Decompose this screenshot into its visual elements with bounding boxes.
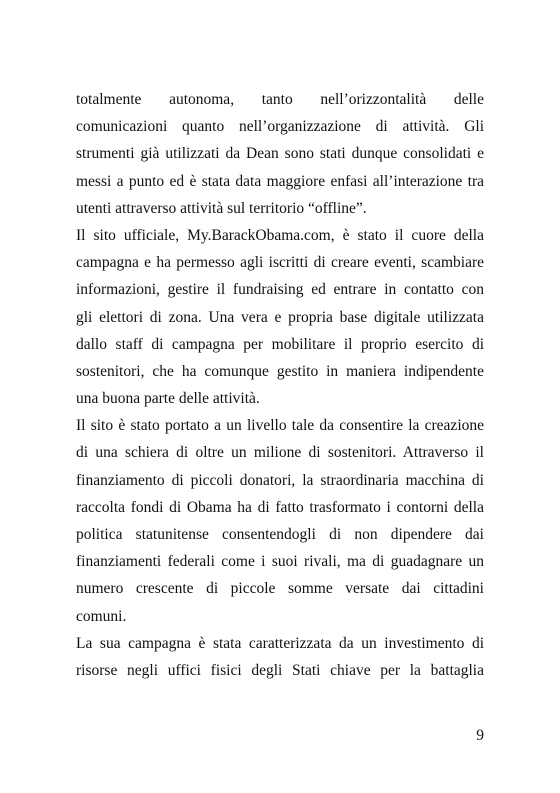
text-line: dallo staff di campagna per mobilitare il proprio esercito di [76, 335, 484, 353]
text-line: utenti attraverso attività sul territorio “offline”. [76, 199, 367, 217]
paragraph [76, 86, 484, 222]
paragraph [76, 630, 484, 684]
paragraph [76, 222, 484, 412]
text-body [76, 86, 484, 684]
text-line: comuni. [76, 607, 127, 625]
text-line: risorse negli uffici fisici degli Stati chiave per la battaglia [76, 661, 484, 679]
text-line: politica statunitense consentendogli di non dipendere dai [76, 526, 484, 543]
text-line: informazioni, gestire il fundraising ed entrare in contatto con [76, 281, 484, 299]
text-line: Il sito è stato portato a un livello tale da consentire la creazione [76, 417, 484, 435]
text-line: finanziamento di piccoli donatori, la straordinaria macchina di [76, 471, 484, 489]
text-line: sostenitori, che ha comunque gestito in maniera indipendente [76, 362, 484, 380]
text-line: campagna e ha permesso agli iscritti di creare eventi, scambiare [76, 254, 484, 272]
text-line: totalmente autonoma, tanto nell’orizzontalità delle [76, 91, 484, 108]
text-line: gli elettori di zona. Una vera e propria base digitale utilizzata [76, 308, 484, 326]
text-line: raccolta fondi di Obama ha di fatto trasformato i contorni della [76, 498, 484, 516]
text-line: strumenti già utilizzati da Dean sono stati dunque consolidati e [76, 145, 484, 163]
text-line: numero crescente di piccole somme versate dai cittadini [76, 580, 484, 598]
text-line: comunicazioni quanto nell’organizzazione di attività. Gli [76, 118, 484, 136]
text-line: di una schiera di oltre un milione di sostenitori. Attraverso il [76, 444, 484, 462]
text-line: Il sito ufficiale, My.BarackObama.com, è stato il cuore della [76, 226, 484, 244]
text-line: messi a punto ed è stata data maggiore enfasi all’interazione tra [76, 172, 484, 190]
page-number: 9 [476, 727, 484, 744]
paragraph [76, 412, 484, 630]
text-line: La sua campagna è stata caratterizzata da un investimento di [76, 634, 484, 652]
text-line: una buona parte delle attività. [76, 390, 260, 408]
text-line: finanziamenti federali come i suoi rivali, ma di guadagnare un [76, 553, 484, 571]
